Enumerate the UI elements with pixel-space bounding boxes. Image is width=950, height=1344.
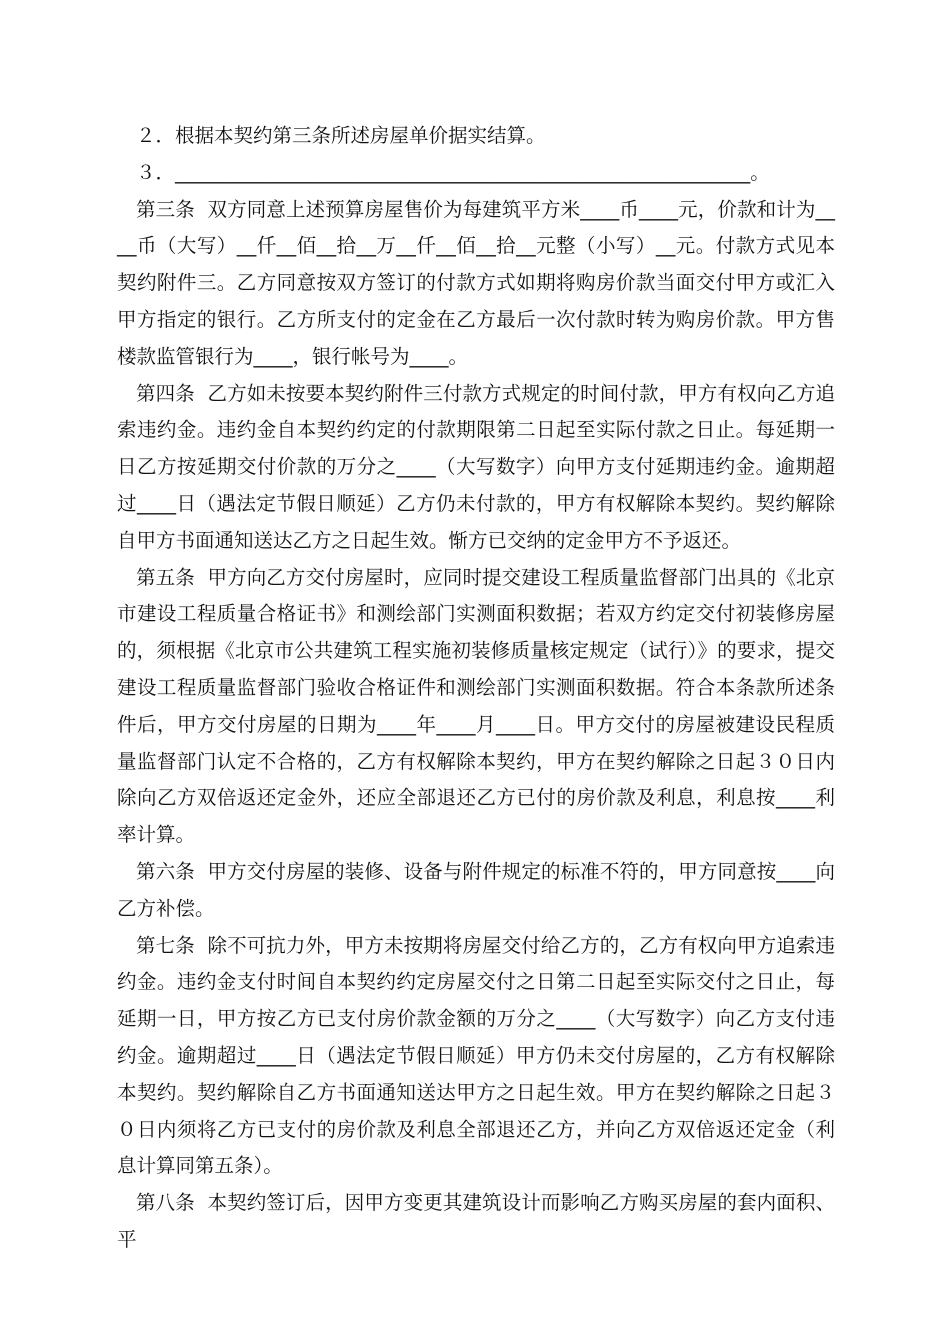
- paragraph-article-3: 第三条 双方同意上述预算房屋售价为每建筑平方米____币____元，价款和计为____币（大写）__仟__佰__拾__万__仟__佰__拾__元整（小写）__元。付款方式见本契约附件三。乙方同意按双方签订的付款方式如期将购房价款当面交付甲方或汇入甲方指定的银行。乙方所支付的定金在乙方最后一次付款时转为购房价款。甲方售楼款监管银行为____，银行帐号为____。: [117, 197, 835, 368]
- paragraph-settlement-item-2: ２．根据本契约第三条所述房屋单价据实结算。: [136, 124, 546, 147]
- paragraph-settlement-item-3: ３．___________________________________________________________。: [136, 160, 770, 184]
- paragraph-article-8: 第八条 本契约签订后，因甲方变更其建筑设计而影响乙方购买房屋的套内面积、平: [117, 1191, 835, 1251]
- paragraph-article-7: 第七条 除不可抗力外，甲方未按期将房屋交付给乙方的，乙方有权向甲方追索违约金。违约金支付时间自本契约约定房屋交付之日第二日起至实际交付之日止，每延期一日，甲方按乙方已支付房价款金额的万分之____（大写数字）向乙方支付违约金。逾期超过____日（遇法定节假日顺延）甲方仍未交付房屋的，乙方有权解除本契约。契约解除自乙方书面通知送达甲方之日起生效。甲方在契约解除之日起３０日内须将乙方已支付的房价款及利息全部退还乙方，并向乙方双倍返还定金（利息计算同第五条）。: [117, 933, 835, 1178]
- document-body: [117, 118, 835, 1259]
- paragraph-article-5: 第五条 甲方向乙方交付房屋时，应同时提交建设工程质量监督部门出具的《北京市建设工程质量合格证书》和测绘部门实测面积数据；若双方约定交付初装修房屋的，须根据《北京市公共建筑工程实施初装修质量核定规定（试行）》的要求，提交建设工程质量监督部门验收合格证件和测绘部门实测面积数据。符合本条款所述条件后，甲方交付房屋的日期为____年____月____日。甲方交付的房屋被建设民程质量监督部门认定不合格的，乙方有权解除本契约，甲方在契约解除之日起３０日内除向乙方双倍返还定金外，还应全部退还乙方已付的房价款及利息，利息按____利率计算。: [117, 565, 835, 847]
- paragraph-article-6: 第六条 甲方交付房屋的装修、设备与附件规定的标准不符的，甲方同意按____向乙方补偿。: [117, 859, 835, 920]
- paragraph-article-4: 第四条 乙方如未按要本契约附件三付款方式规定的时间付款，甲方有权向乙方追索违约金。违约金自本契约约定的付款期限第二日起至实际付款之日止。每延期一日乙方按延期交付价款的万分之____（大写数字）向甲方支付延期违约金。逾期超过____日（遇法定节假日顺延）乙方仍未付款的，甲方有权解除本契约。契约解除自甲方书面通知送达乙方之日起生效。惭方已交纳的定金甲方不予返还。: [117, 381, 835, 552]
